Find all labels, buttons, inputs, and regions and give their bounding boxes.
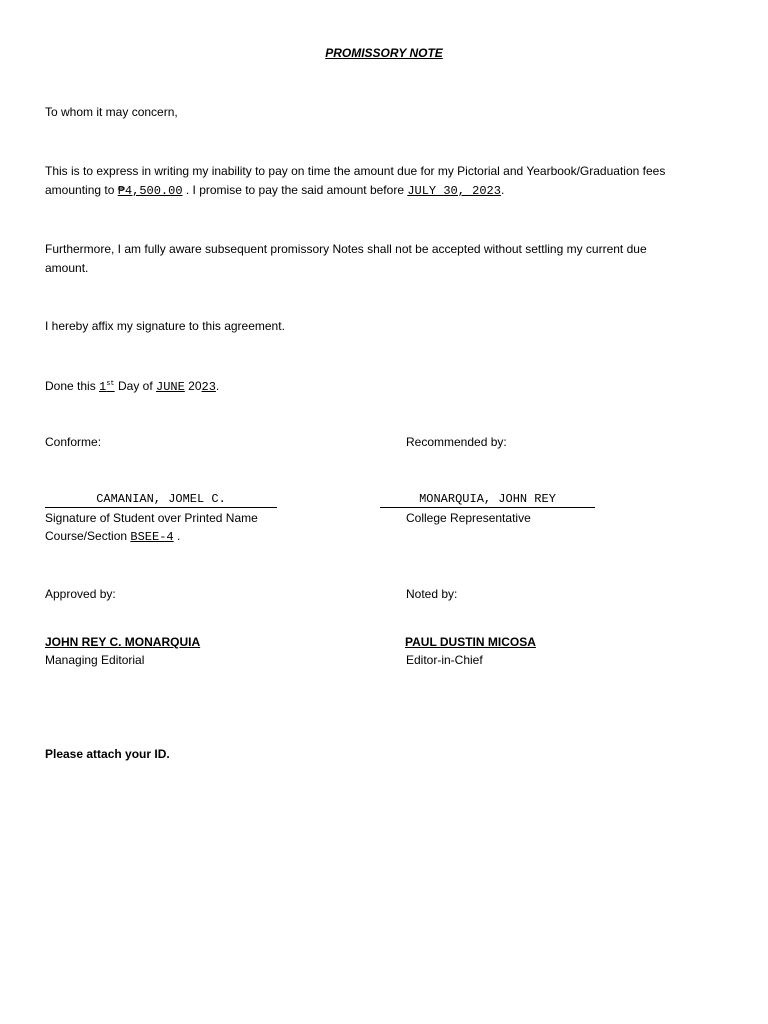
student-signature-line	[45, 491, 277, 508]
done-middle: Day of	[114, 379, 156, 393]
paragraph-1-prefix: amounting to	[45, 183, 118, 197]
done-month: JUNE	[156, 380, 185, 394]
paragraph-1-end: .	[500, 183, 505, 197]
recommender-signature-line	[380, 491, 595, 508]
course-value: BSEE-4	[130, 530, 174, 544]
paragraph-3: I hereby affix my signature to this agreement.	[45, 319, 285, 333]
done-prefix: Done this	[45, 379, 100, 393]
due-date-value: JULY 30, 2023	[407, 184, 501, 198]
done-year-prefix: 20	[184, 379, 202, 393]
course-section-line	[45, 527, 180, 547]
recommender-name: MONARQUIA, JOHN REY	[419, 492, 556, 506]
done-day	[99, 380, 115, 394]
done-day-number: 1	[99, 380, 107, 394]
approver-name: JOHN REY C. MONARQUIA	[45, 635, 201, 649]
paragraph-1-line-2	[45, 181, 665, 201]
paragraph-1	[45, 162, 665, 201]
course-label: Course/Section	[45, 529, 131, 543]
approver-title: Managing Editorial	[45, 653, 145, 667]
done-end: .	[215, 379, 220, 393]
conforme-label: Conforme:	[45, 435, 102, 449]
amount-value: ₱4,500.00	[117, 184, 183, 198]
done-day-suffix: st	[106, 380, 115, 388]
student-caption: Signature of Student over Printed Name	[45, 511, 258, 525]
salutation: To whom it may concern,	[45, 105, 178, 119]
noted-label: Noted by:	[406, 587, 458, 601]
noter-title: Editor-in-Chief	[406, 653, 483, 667]
approved-label: Approved by:	[45, 587, 116, 601]
paragraph-2-line-2: amount.	[45, 261, 89, 275]
recommended-label: Recommended by:	[406, 435, 507, 449]
done-year-suffix: 23	[201, 380, 216, 394]
noter-name: PAUL DUSTIN MICOSA	[405, 635, 536, 649]
student-name: CAMANIAN, JOMEL C.	[96, 492, 226, 506]
paragraph-2	[45, 240, 647, 278]
done-line	[45, 375, 219, 397]
paragraph-1-line-1: This is to express in writing my inability to pay on time the amount due for my Pictorial and Yearbook/Graduation fees	[45, 164, 666, 178]
document-title: PROMISSORY NOTE	[325, 46, 443, 60]
recommender-caption: College Representative	[406, 511, 531, 525]
course-end: .	[173, 529, 181, 543]
attach-id-note: Please attach your ID.	[45, 747, 170, 761]
paragraph-1-middle: . I promise to pay the said amount before	[182, 183, 408, 197]
paragraph-2-line-1: Furthermore, I am fully aware subsequent promissory Notes shall not be accepted without settling my current due	[45, 242, 647, 256]
